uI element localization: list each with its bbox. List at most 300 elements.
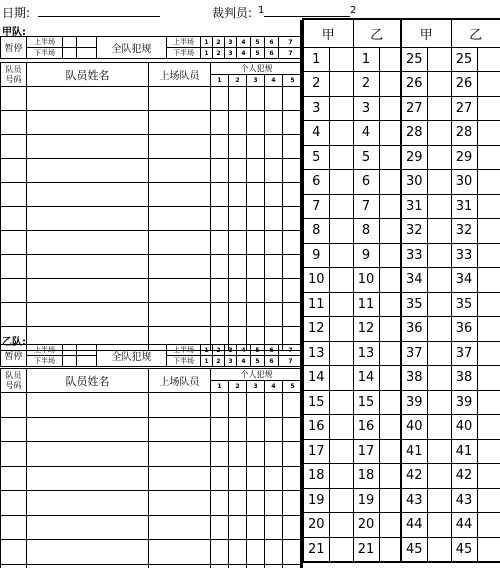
pf-cell[interactable] [211, 87, 229, 111]
score-row [303, 268, 500, 293]
team-foul-2[interactable]: 2 [213, 37, 225, 48]
team-b-score-number: 7 [353, 194, 379, 219]
team-a-score-mark[interactable] [427, 145, 451, 170]
pf-cell[interactable] [265, 442, 283, 467]
team-foul-7[interactable]: 7 [279, 48, 303, 59]
player-name-cell[interactable] [27, 417, 149, 442]
team-a-score-mark[interactable] [329, 243, 353, 268]
team-b-score-mark[interactable] [477, 72, 500, 97]
pf-cell[interactable] [229, 159, 247, 183]
team-b-score-mark[interactable] [477, 537, 500, 562]
pf-cell[interactable] [265, 417, 283, 442]
team-foul-3[interactable]: 3 [225, 356, 237, 367]
pf-cell[interactable] [229, 466, 247, 491]
team-b-score-mark[interactable] [379, 219, 401, 244]
pf-cell[interactable] [229, 491, 247, 516]
team-a-score-mark[interactable] [329, 341, 353, 366]
team-foul-2[interactable]: 2 [213, 356, 225, 367]
team-foul-4[interactable]: 4 [237, 356, 251, 367]
team-a-score-mark[interactable] [329, 317, 353, 342]
pf-cell[interactable] [247, 231, 265, 255]
team-b-score-mark[interactable] [379, 243, 401, 268]
team-b-roster [0, 368, 303, 568]
pf-cell[interactable] [247, 207, 265, 231]
team-b-score-mark[interactable] [477, 194, 500, 219]
team-b-score-mark[interactable] [379, 488, 401, 513]
pf-cell[interactable] [229, 303, 247, 327]
on-court-cell[interactable] [149, 393, 211, 418]
team-b-score-mark[interactable] [477, 47, 500, 72]
pf-cell[interactable] [265, 159, 283, 183]
player-number-cell[interactable] [1, 231, 27, 255]
team-foul-5[interactable]: 5 [251, 48, 265, 59]
team-a-score-mark[interactable] [427, 513, 451, 538]
team-a-score-number: 43 [401, 488, 427, 513]
pf-cell[interactable] [283, 87, 303, 111]
pf-cell[interactable] [283, 303, 303, 327]
on-court-cell[interactable] [149, 540, 211, 565]
on-court-cell[interactable] [149, 279, 211, 303]
on-court-cell[interactable] [149, 515, 211, 540]
team-foul-5[interactable]: 5 [251, 345, 265, 356]
team-b-score-mark[interactable] [379, 145, 401, 170]
pf-cell[interactable] [283, 515, 303, 540]
player-number-cell[interactable] [1, 515, 27, 540]
team-a-score-mark[interactable] [329, 464, 353, 489]
team-a-score-mark[interactable] [329, 366, 353, 391]
team-a-score-mark[interactable] [329, 292, 353, 317]
pf-cell[interactable] [265, 255, 283, 279]
pf-cell[interactable] [265, 231, 283, 255]
pf-cell[interactable] [211, 159, 229, 183]
player-row [1, 515, 303, 540]
team-a-score-mark[interactable] [427, 415, 451, 440]
pf-cell[interactable] [283, 393, 303, 418]
team-b-score-number: 21 [353, 537, 379, 562]
team-b-score-mark[interactable] [477, 219, 500, 244]
pf-cell[interactable] [283, 540, 303, 565]
timeout-box[interactable] [77, 345, 97, 356]
pf-cell[interactable] [211, 393, 229, 418]
team-a-score-mark[interactable] [329, 47, 353, 72]
timeout-box[interactable] [77, 356, 97, 367]
team-a-score-number: 39 [401, 390, 427, 415]
team-a-score-number: 6 [303, 170, 329, 195]
pf-cell[interactable] [265, 564, 283, 568]
pf-cell[interactable] [265, 279, 283, 303]
team-b-score-mark[interactable] [379, 170, 401, 195]
pf-cell[interactable] [229, 417, 247, 442]
pf-cell[interactable] [211, 207, 229, 231]
pf-cell[interactable] [229, 564, 247, 568]
team-a-score-number: 7 [303, 194, 329, 219]
team-foul-6[interactable]: 6 [265, 356, 279, 367]
team-a-score-number: 15 [303, 390, 329, 415]
pf-cell[interactable] [265, 491, 283, 516]
pf-cell[interactable] [265, 515, 283, 540]
team-b-score-mark[interactable] [477, 415, 500, 440]
pf-cell[interactable] [247, 255, 265, 279]
team-a-score-mark[interactable] [329, 194, 353, 219]
team-a-score-mark[interactable] [427, 488, 451, 513]
pf-cell[interactable] [265, 540, 283, 565]
player-number-cell[interactable] [1, 111, 27, 135]
pf-cell[interactable] [211, 183, 229, 207]
player-number-cell[interactable] [1, 491, 27, 516]
pf-cell[interactable] [283, 417, 303, 442]
team-b-score-mark[interactable] [477, 366, 500, 391]
team-b-score-number: 31 [451, 194, 477, 219]
team-a-score-mark[interactable] [427, 121, 451, 146]
team-b-score-mark[interactable] [477, 439, 500, 464]
team-b-score-mark[interactable] [379, 537, 401, 562]
team-foul-4[interactable]: 4 [237, 48, 251, 59]
on-court-cell[interactable] [149, 303, 211, 327]
pf-cell[interactable] [283, 135, 303, 159]
pf-cell[interactable] [265, 183, 283, 207]
team-foul-4[interactable]: 4 [237, 37, 251, 48]
player-number-cell[interactable] [1, 417, 27, 442]
team-b-score-number: 16 [353, 415, 379, 440]
team-b-score-mark[interactable] [477, 121, 500, 146]
pf-cell[interactable] [247, 442, 265, 467]
team-a-score-header: 甲 [401, 19, 451, 47]
team-b-score-mark[interactable] [477, 488, 500, 513]
on-court-cell[interactable] [149, 417, 211, 442]
on-court-cell[interactable] [149, 231, 211, 255]
team-a-score-mark[interactable] [329, 537, 353, 562]
timeout-box[interactable] [77, 48, 97, 59]
player-name-cell[interactable] [27, 466, 149, 491]
pf-cell[interactable] [229, 87, 247, 111]
pf-cell[interactable] [283, 564, 303, 568]
team-b-score-mark[interactable] [379, 513, 401, 538]
pf-cell[interactable] [283, 442, 303, 467]
pf-cell[interactable] [211, 303, 229, 327]
team-foul-7[interactable]: 7 [279, 356, 303, 367]
player-row [1, 159, 303, 183]
team-b-score-mark[interactable] [379, 366, 401, 391]
date-field[interactable] [38, 16, 160, 17]
on-court-cell[interactable] [149, 564, 211, 568]
player-name-cell[interactable] [27, 255, 149, 279]
team-foul-5[interactable]: 5 [251, 37, 265, 48]
team-foul-6[interactable]: 6 [265, 37, 279, 48]
pf-cell[interactable] [265, 135, 283, 159]
team-a-score-number: 21 [303, 537, 329, 562]
player-name-cell[interactable] [27, 111, 149, 135]
pf-cell[interactable] [265, 111, 283, 135]
team-foul-1[interactable]: 1 [201, 48, 213, 59]
team-b-score-mark[interactable] [379, 72, 401, 97]
team-b-score-number: 27 [451, 96, 477, 121]
player-name-cell[interactable] [27, 303, 149, 327]
pf-cell[interactable] [283, 207, 303, 231]
team-a-score-mark[interactable] [427, 170, 451, 195]
on-court-cell[interactable] [149, 111, 211, 135]
pf-cell[interactable] [211, 491, 229, 516]
team-b-score-number: 37 [451, 341, 477, 366]
team-foul-3[interactable]: 3 [225, 37, 237, 48]
pf-cell[interactable] [211, 111, 229, 135]
player-number-cell[interactable] [1, 135, 27, 159]
team-b-score-mark[interactable] [477, 513, 500, 538]
running-score-section [302, 18, 500, 568]
team-foul-4[interactable]: 4 [237, 345, 251, 356]
team-b-score-mark[interactable] [477, 292, 500, 317]
pf-cell[interactable] [211, 564, 229, 568]
team-a-score-mark[interactable] [427, 268, 451, 293]
on-court-cell[interactable] [149, 159, 211, 183]
team-a-score-mark[interactable] [427, 194, 451, 219]
team-b-score-mark[interactable] [379, 268, 401, 293]
player-number-cell[interactable] [1, 540, 27, 565]
pf-cell[interactable] [283, 111, 303, 135]
player-number-cell[interactable] [1, 207, 27, 231]
on-court-cell[interactable] [149, 135, 211, 159]
team-foul-1[interactable]: 1 [201, 356, 213, 367]
team-foul-3[interactable]: 3 [225, 345, 237, 356]
pf-cell[interactable] [247, 159, 265, 183]
player-number-cell[interactable] [1, 87, 27, 111]
pf-cell[interactable] [229, 515, 247, 540]
pf-cell[interactable] [283, 231, 303, 255]
team-foul-3[interactable]: 3 [225, 48, 237, 59]
timeout-box[interactable] [63, 48, 77, 59]
pf-col-5: 5 [283, 75, 303, 87]
pf-cell[interactable] [211, 135, 229, 159]
team-b-score-mark[interactable] [379, 439, 401, 464]
team-a-score-mark[interactable] [427, 390, 451, 415]
pf-cell[interactable] [247, 417, 265, 442]
pf-cell[interactable] [211, 231, 229, 255]
team-a-score-mark[interactable] [427, 341, 451, 366]
team-a-score-mark[interactable] [329, 390, 353, 415]
pf-cell[interactable] [283, 279, 303, 303]
pf-cell[interactable] [211, 540, 229, 565]
pf-cell[interactable] [247, 303, 265, 327]
on-court-cell[interactable] [149, 207, 211, 231]
pf-cell[interactable] [229, 111, 247, 135]
score-row [303, 513, 500, 538]
score-row [303, 47, 500, 72]
team-foul-6[interactable]: 6 [265, 345, 279, 356]
player-number-cell[interactable] [1, 159, 27, 183]
player-name-cell[interactable] [27, 491, 149, 516]
pf-cell[interactable] [247, 393, 265, 418]
team-foul-1[interactable]: 1 [201, 37, 213, 48]
team-b-score-mark[interactable] [379, 464, 401, 489]
team-b-score-mark[interactable] [379, 47, 401, 72]
timeout-box[interactable] [77, 37, 97, 48]
team-b-score-mark[interactable] [477, 317, 500, 342]
player-name-cell[interactable] [27, 393, 149, 418]
player-name-cell[interactable] [27, 279, 149, 303]
pf-cell[interactable] [229, 231, 247, 255]
team-a-score-mark[interactable] [329, 488, 353, 513]
team-a-score-mark[interactable] [427, 464, 451, 489]
pf-cell[interactable] [265, 87, 283, 111]
team-b-score-number: 10 [353, 268, 379, 293]
team-b-score-mark[interactable] [477, 96, 500, 121]
pf-cell[interactable] [247, 279, 265, 303]
team-b-score-mark[interactable] [477, 170, 500, 195]
team-a-score-mark[interactable] [427, 537, 451, 562]
on-court-cell[interactable] [149, 491, 211, 516]
team-b-score-mark[interactable] [477, 268, 500, 293]
pf-cell[interactable] [247, 564, 265, 568]
pf-cell[interactable] [229, 183, 247, 207]
team-b-score-mark[interactable] [379, 390, 401, 415]
team-b-score-mark[interactable] [379, 292, 401, 317]
player-number-cell[interactable] [1, 466, 27, 491]
player-number-cell[interactable] [1, 255, 27, 279]
player-name-cell[interactable] [27, 564, 149, 568]
pf-cell[interactable] [229, 279, 247, 303]
pf-cell[interactable] [265, 466, 283, 491]
pf-cell[interactable] [247, 491, 265, 516]
team-foul-6[interactable]: 6 [265, 48, 279, 59]
pf-cell[interactable] [247, 87, 265, 111]
team-a-score-mark[interactable] [427, 439, 451, 464]
team-b-score-mark[interactable] [477, 243, 500, 268]
team-a-score-mark[interactable] [427, 96, 451, 121]
team-foul-2[interactable]: 2 [213, 345, 225, 356]
timeout-box[interactable] [63, 345, 77, 356]
pf-cell[interactable] [265, 303, 283, 327]
referee-1-field[interactable] [264, 16, 350, 17]
pf-cell[interactable] [283, 183, 303, 207]
pf-cell[interactable] [283, 255, 303, 279]
team-a-score-mark[interactable] [329, 96, 353, 121]
team-b-score-header: 乙 [353, 19, 401, 47]
player-name-cell[interactable] [27, 207, 149, 231]
team-a-score-mark[interactable] [427, 47, 451, 72]
team-foul-5[interactable]: 5 [251, 356, 265, 367]
pf-cell[interactable] [247, 135, 265, 159]
pf-cell[interactable] [247, 466, 265, 491]
team-a-score-number: 1 [303, 47, 329, 72]
pf-cell[interactable] [211, 417, 229, 442]
pf-cell[interactable] [247, 540, 265, 565]
team-a-score-mark[interactable] [427, 317, 451, 342]
player-row [1, 303, 303, 327]
player-number-cell[interactable] [1, 442, 27, 467]
timeout-box[interactable] [63, 356, 77, 367]
team-a-score-mark[interactable] [427, 219, 451, 244]
team-a-score-mark[interactable] [427, 243, 451, 268]
pf-cell[interactable] [283, 159, 303, 183]
team-a-score-mark[interactable] [329, 170, 353, 195]
player-name-cell[interactable] [27, 159, 149, 183]
team-b-score-mark[interactable] [477, 464, 500, 489]
on-court-cell[interactable] [149, 255, 211, 279]
team-foul-7[interactable]: 7 [279, 37, 303, 48]
on-court-cell[interactable] [149, 442, 211, 467]
player-row [1, 564, 303, 568]
player-number-cell[interactable] [1, 564, 27, 568]
team-b-score-mark[interactable] [477, 145, 500, 170]
player-number-cell[interactable] [1, 183, 27, 207]
pf-cell[interactable] [229, 135, 247, 159]
on-court-cell[interactable] [149, 87, 211, 111]
team-b-score-mark[interactable] [477, 390, 500, 415]
pf-cell[interactable] [247, 183, 265, 207]
pf-cell[interactable] [265, 207, 283, 231]
player-name-cell[interactable] [27, 135, 149, 159]
on-court-cell[interactable] [149, 183, 211, 207]
player-name-cell[interactable] [27, 540, 149, 565]
team-a-score-mark[interactable] [329, 219, 353, 244]
player-name-cell[interactable] [27, 515, 149, 540]
team-foul-7[interactable]: 7 [279, 345, 303, 356]
team-a-score-mark[interactable] [329, 121, 353, 146]
pf-cell[interactable] [229, 393, 247, 418]
pf-cell[interactable] [229, 255, 247, 279]
team-foul-1[interactable]: 1 [201, 345, 213, 356]
player-number-cell[interactable] [1, 393, 27, 418]
team-b-score-mark[interactable] [477, 341, 500, 366]
team-a-score-mark[interactable] [329, 513, 353, 538]
first-half-label: 上半场 [27, 37, 63, 48]
team-a-score-mark[interactable] [329, 72, 353, 97]
team-a-score-mark[interactable] [427, 72, 451, 97]
team-a-score-mark[interactable] [329, 268, 353, 293]
player-name-cell[interactable] [27, 87, 149, 111]
player-number-cell[interactable] [1, 303, 27, 327]
team-b-score-mark[interactable] [379, 194, 401, 219]
pf-cell[interactable] [265, 393, 283, 418]
team-b-score-mark[interactable] [379, 121, 401, 146]
team-b-score-mark[interactable] [379, 341, 401, 366]
team-b-score-mark[interactable] [379, 317, 401, 342]
player-name-cell[interactable] [27, 231, 149, 255]
team-b-score-mark[interactable] [379, 96, 401, 121]
pf-cell[interactable] [211, 515, 229, 540]
team-b-score-number: 38 [451, 366, 477, 391]
team-a-score-number: 4 [303, 121, 329, 146]
pf-cell[interactable] [211, 466, 229, 491]
pf-cell[interactable] [229, 207, 247, 231]
team-a-score-mark[interactable] [329, 145, 353, 170]
pf-cell[interactable] [247, 515, 265, 540]
pf-cell[interactable] [211, 255, 229, 279]
team-a-score-mark[interactable] [427, 292, 451, 317]
player-number-cell[interactable] [1, 279, 27, 303]
team-a-score-number: 3 [303, 96, 329, 121]
team-a-score-mark[interactable] [329, 439, 353, 464]
team-b-score-number: 20 [353, 513, 379, 538]
team-foul-2[interactable]: 2 [213, 48, 225, 59]
pf-cell[interactable] [247, 111, 265, 135]
team-a-score-number: 44 [401, 513, 427, 538]
pf-cell[interactable] [211, 279, 229, 303]
pf-cell[interactable] [211, 442, 229, 467]
on-court-cell[interactable] [149, 466, 211, 491]
team-b-score-number: 29 [451, 145, 477, 170]
pf-cell[interactable] [229, 442, 247, 467]
team-a-score-mark[interactable] [329, 415, 353, 440]
pf-cell[interactable] [283, 491, 303, 516]
team-b-score-number: 18 [353, 464, 379, 489]
pf-cell[interactable] [283, 466, 303, 491]
timeout-box[interactable] [63, 37, 77, 48]
player-name-cell[interactable] [27, 183, 149, 207]
team-b-score-mark[interactable] [379, 415, 401, 440]
player-name-cell[interactable] [27, 442, 149, 467]
pf-cell[interactable] [229, 540, 247, 565]
team-a-score-mark[interactable] [427, 366, 451, 391]
